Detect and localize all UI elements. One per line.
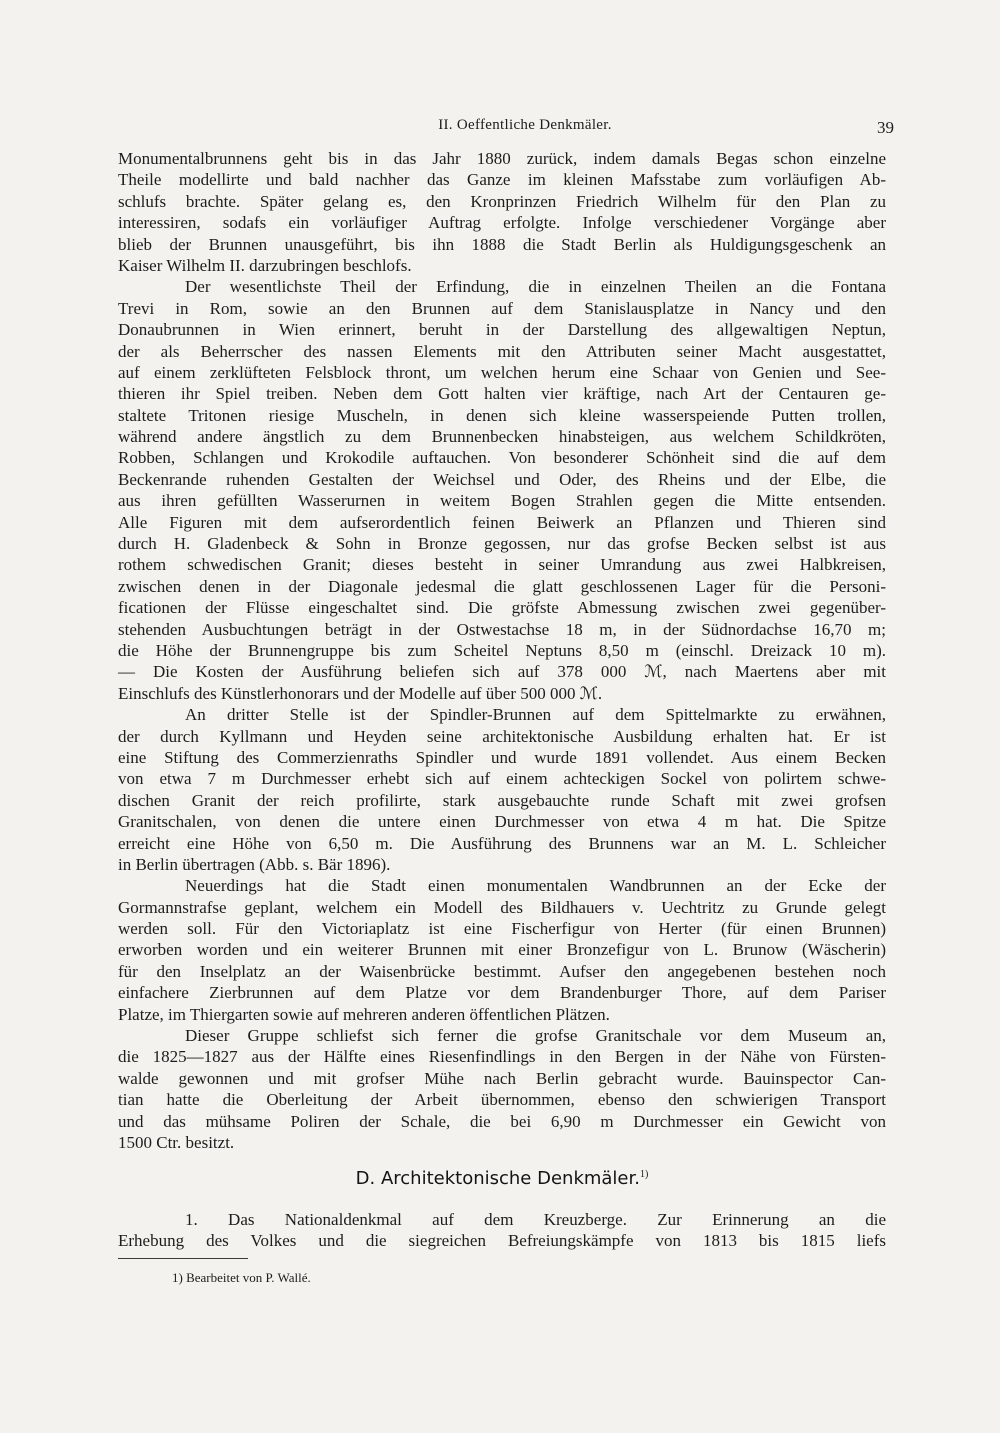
text-line: Neuerdings hat die Stadt einen monumentalen Wandbrunnen an der Ecke der (185, 876, 886, 896)
section-text (118, 1209, 886, 1252)
text-line: thieren ihr Spiel treiben. Neben dem Gott halten vier kräftige, nach Art der Centauren ge- (118, 384, 886, 404)
text-line: staltete Tritonen riesige Muscheln, in denen sich kleine wasserspeiende Putten trollen, (118, 405, 886, 425)
text-line: die Höhe der Brunnengruppe bis zum Scheitel Neptuns 8,50 m (einschl. Dreizack 10 m). (118, 640, 886, 660)
text-line: Donaubrunnen in Wien erinnert, beruht in der Darstellung des allgewaltigen Neptun, (118, 320, 886, 340)
text-line: dischen Granit der reich profilirte, stark ausgebauchte runde Schaft mit zwei grofsen (118, 790, 886, 810)
section-heading (118, 1168, 886, 1189)
text-line: Platze, im Thiergarten sowie auf mehreren anderen öffentlichen Plätzen. (118, 1004, 610, 1024)
text-line: ficationen der Flüsse eingeschaltet sind. Die gröfste Abmessung zwischen zwei gegenüber- (118, 598, 886, 618)
text-line: auf einem zerklüfteten Felsblock thront, um welchen herum eine Schaar von Genien und See- (118, 362, 886, 382)
text-line: einfachere Zierbrunnen auf dem Platze vor dem Brandenburger Thore, auf dem Pariser (118, 983, 886, 1003)
text-line: 1. Das Nationaldenkmal auf dem Kreuzberge. Zur Erinnerung an die (185, 1210, 886, 1229)
text-line: Dieser Gruppe schliefst sich ferner die grofse Granitschale vor dem Museum an, (185, 1026, 886, 1046)
text-line: rothem schwedischen Granit; dieses besteht in seiner Umrandung aus zwei Halbkreisen, (118, 555, 886, 575)
text-line: Theile modellirte und bald nachher das Ganze im kleinen Mafsstabe zum vorläufigen Ab- (118, 170, 886, 190)
text-line: Alle Figuren mit dem aufserordentlich feinen Beiwerk an Pflanzen und Thieren sind (118, 512, 886, 532)
text-line: während andere ängstlich zu dem Brunnenbecken hinabsteigen, aus welchem Schildkröten, (118, 427, 886, 447)
text-line: und das mühsame Poliren der Schale, die bei 6,90 m Durchmesser ein Gewicht von (118, 1111, 886, 1131)
footnote-marker: 1) (639, 1169, 649, 1180)
text-line: tian hatte die Oberleitung der Arbeit übernommen, ebenso den schwierigen Transport (118, 1090, 886, 1110)
text-line: stehenden Ausbuchtungen beträgt in der Ostwestachse 18 m, in der Südnordachse 16,70 m; (118, 619, 886, 639)
text-line: die 1825—1827 aus der Hälfte eines Riesenfindlings in den Bergen in der Nähe von Fürsten- (118, 1047, 886, 1067)
text-line: interessiren, sodafs ein vorläufiger Auftrag erfolgte. Infolge verschiedener Vorgänge aber (118, 213, 886, 233)
text-line: erworben worden und ein weiterer Brunnen mit einer Bronzefigur von L. Brunow (Wäscherin) (118, 940, 886, 960)
text-line: der durch Kyllmann und Heyden seine architektonische Ausbildung erhalten hat. Er ist (118, 726, 886, 746)
text-line: — Die Kosten der Ausführung beliefen sich auf 378 000 ℳ, nach Maertens aber mit (118, 662, 886, 682)
text-line: An dritter Stelle ist der Spindler-Brunnen auf dem Spittelmarkte zu erwähnen, (185, 705, 886, 725)
text-line: Monumentalbrunnens geht bis in das Jahr 1880 zurück, indem damals Begas schon einzelne (118, 149, 886, 168)
text-line: Beckenrande ruhenden Gestalten der Weichsel und Oder, des Rheins und der Elbe, die (118, 469, 886, 489)
text-line: Trevi in Rom, sowie an den Brunnen auf dem Stanislausplatze in Nancy und den (118, 298, 886, 318)
text-line: der als Beherrscher des nassen Elements mit den Attributen seiner Macht ausgestattet, (118, 341, 886, 361)
text-line: Einschlufs des Künstlerhonorars und der Modelle auf über 500 000 ℳ. (118, 683, 603, 703)
text-line: blieb der Brunnen unausgeführt, bis ihn 1888 die Stadt Berlin als Huldigungsgeschenk an (118, 234, 886, 254)
footnote-divider (118, 1258, 248, 1259)
text-line: Erhebung des Volkes und die siegreichen Befreiungskämpfe von 1813 bis 1815 liefs (118, 1231, 886, 1251)
text-line: Robben, Schlangen und Krokodile auftauchen. Von besonderer Schönheit sind die auf dem (118, 448, 886, 468)
text-line: in Berlin übertragen (Abb. s. Bär 1896). (118, 854, 391, 874)
text-line: 1500 Ctr. besitzt. (118, 1132, 235, 1152)
text-line: eine Stiftung des Commerzienraths Spindler und wurde 1891 vollendet. Aus einem Becken (118, 747, 886, 767)
text-line: zwischen denen in der Diagonale jedesmal die glatt geschlossenen Lager für die Personi- (118, 576, 886, 596)
page-number: 39 (877, 118, 894, 137)
text-line: von etwa 7 m Durchmesser erhebt sich auf einem achteckigen Sockel von polirtem schwe- (118, 769, 886, 789)
text-line: durch H. Gladenbeck & Sohn in Bronze gegossen, nur das grofse Becken selbst ist aus (118, 534, 886, 554)
text-line: Granitschalen, von denen die untere einen Durchmesser von etwa 4 m hat. Die Spitze (118, 812, 886, 832)
section-heading-text: D. Architektonische Denkmäler. (355, 1168, 640, 1189)
running-header: II. Oeffentliche Denkmäler. (438, 117, 612, 133)
body-text (118, 148, 886, 1153)
text-line: schlufs brachte. Später gelang es, den Kronprinzen Friedrich Wilhelm für den Plan zu (118, 191, 886, 211)
footnote: 1) Bearbeitet von P. Wallé. (172, 1270, 311, 1285)
text-line: walde gewonnen und mit grofser Mühe nach Berlin gebracht wurde. Bauinspector Can- (118, 1068, 886, 1088)
text-line: erreicht eine Höhe von 6,50 m. Die Ausführung des Brunnens war an M. L. Schleicher (118, 833, 886, 853)
text-line: Der wesentlichste Theil der Erfindung, die in einzelnen Theilen an die Fontana (185, 277, 886, 297)
text-line: Gormannstrafse geplant, welchem ein Modell des Bildhauers v. Uechtritz zu Grunde gelegt (118, 897, 886, 917)
text-line: aus ihren gefüllten Wasserurnen in weitem Bogen Strahlen gegen die Mitte entsenden. (118, 491, 886, 511)
text-line: werden soll. Für den Victoriaplatz ist eine Fischerfigur von Herter (für einen Brunnen) (118, 919, 886, 939)
text-line: Kaiser Wilhelm II. darzubringen beschlofs. (118, 255, 412, 275)
text-line: für den Inselplatz an der Waisenbrücke bestimmt. Aufser den angegebenen bestehen noch (118, 961, 886, 981)
